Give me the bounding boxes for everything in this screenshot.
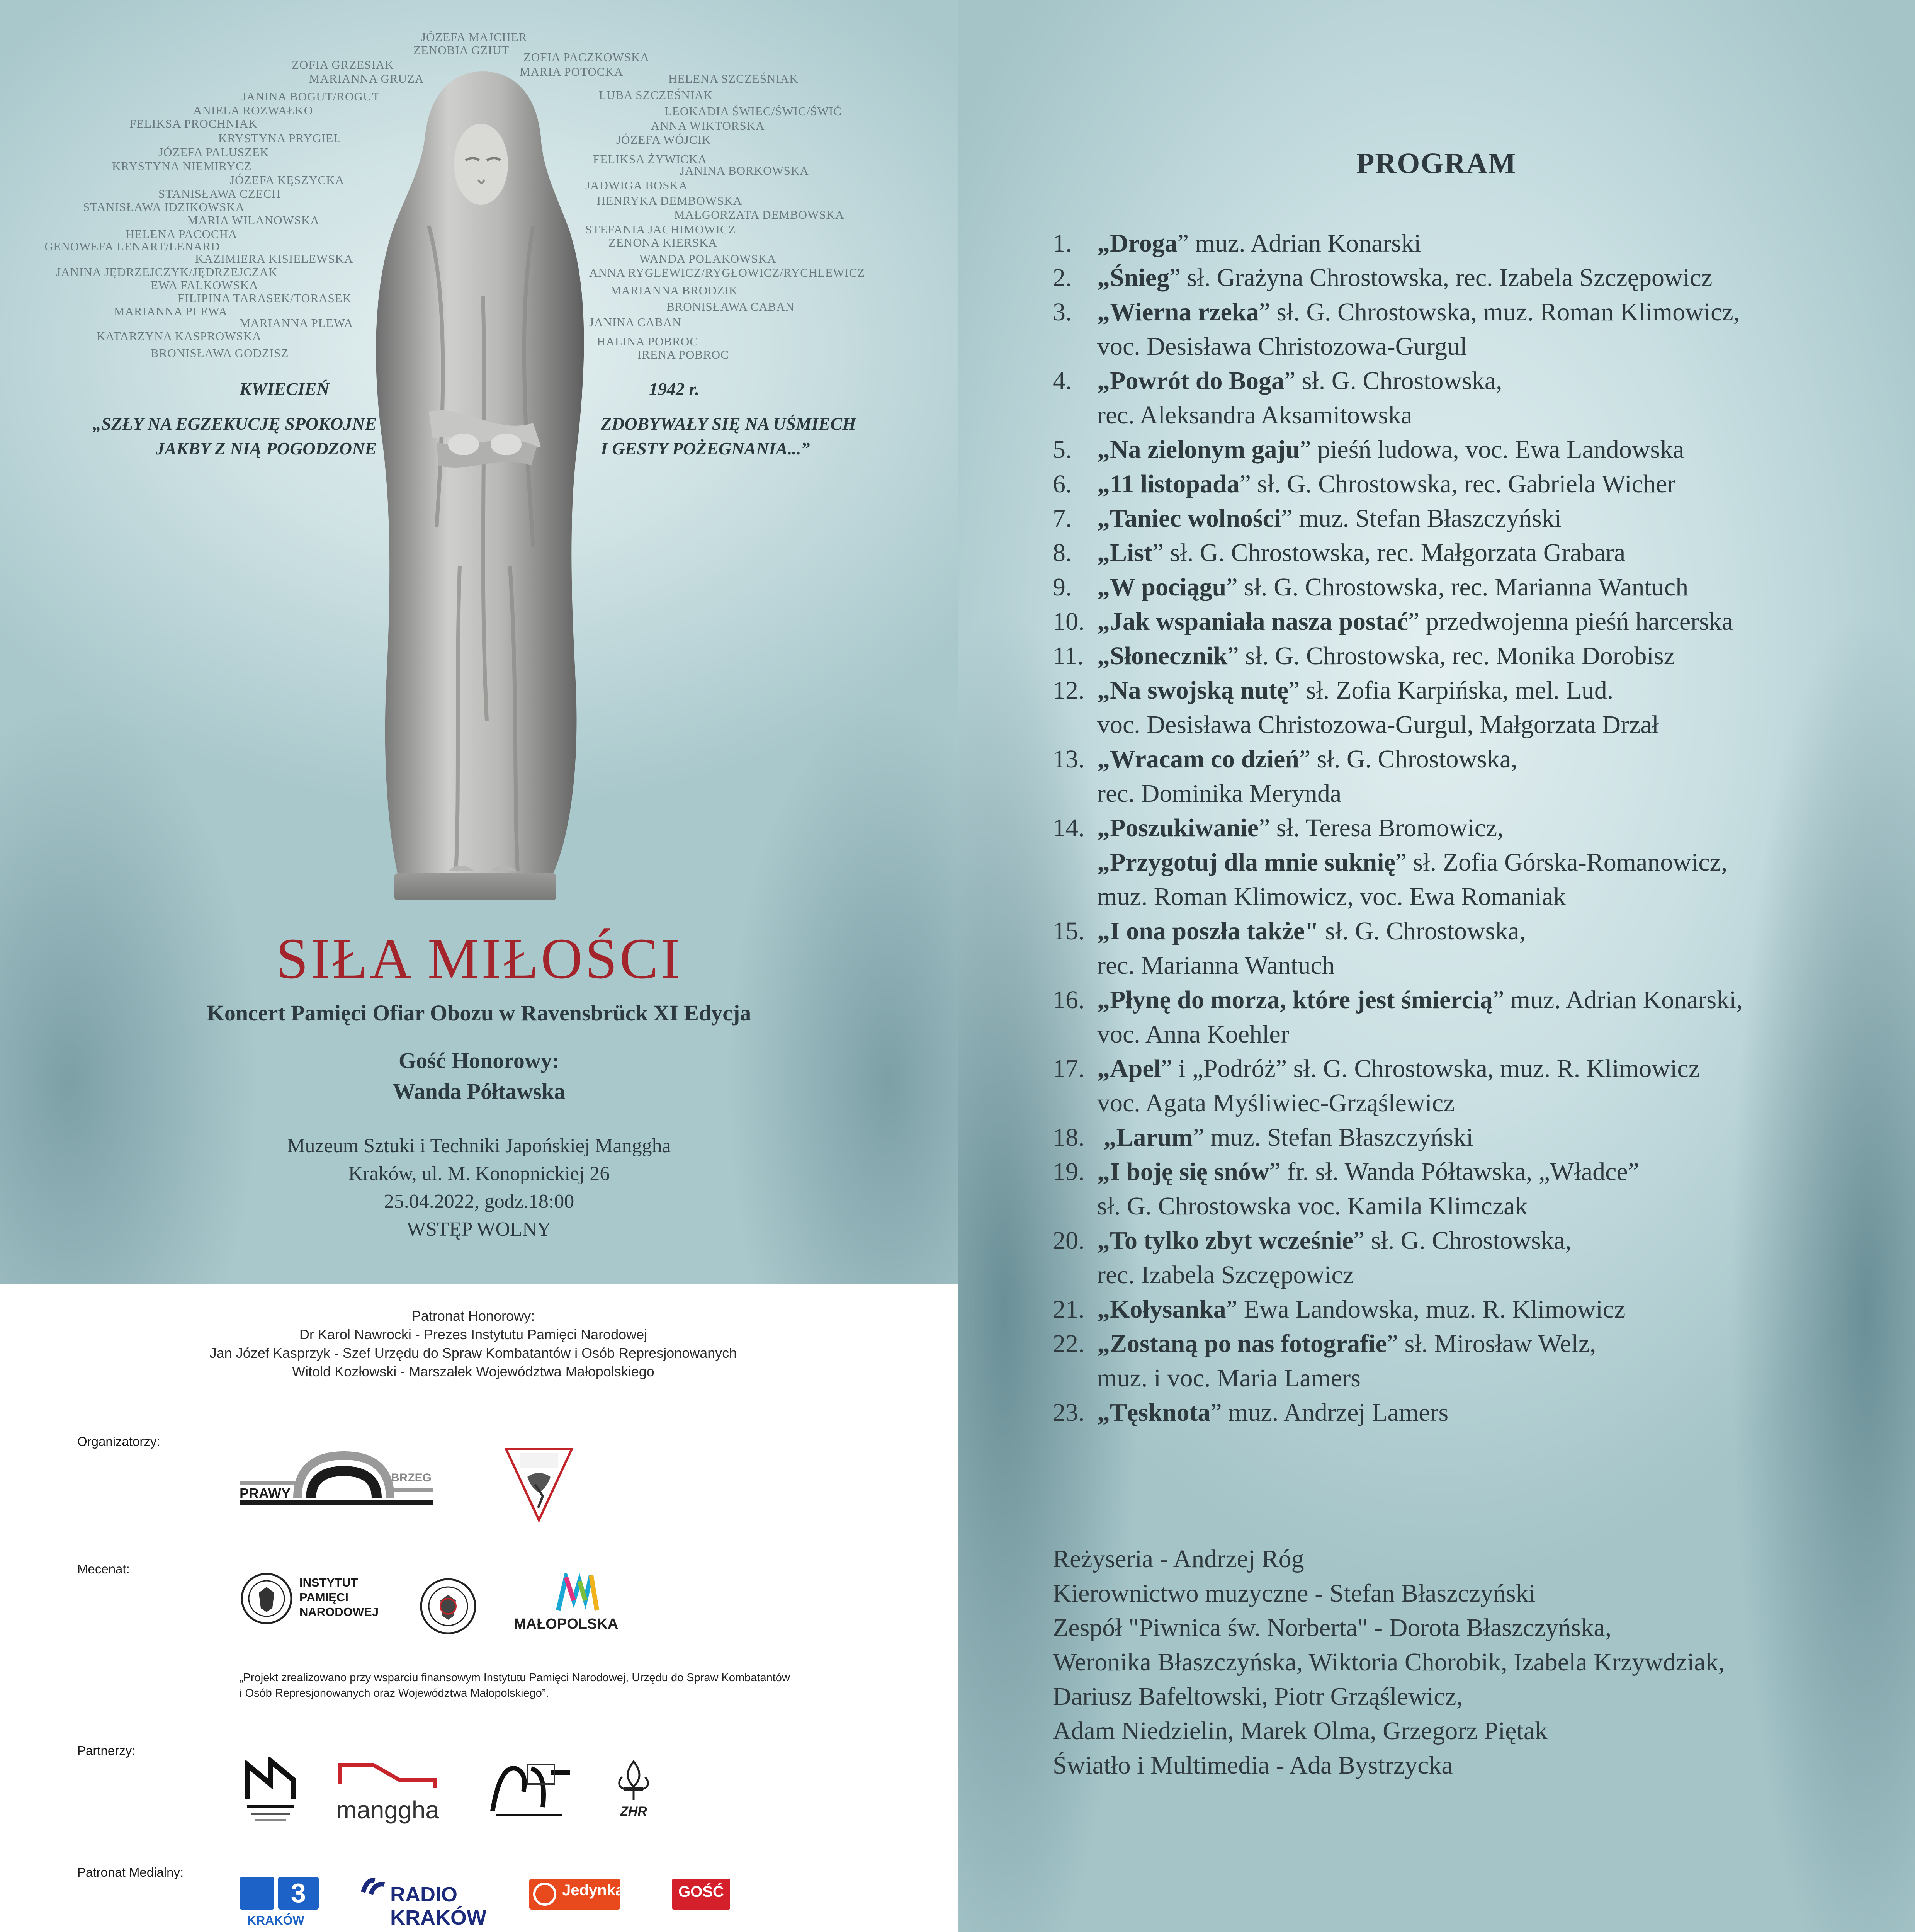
victim-name: ZENOBIA GZIUT <box>413 43 510 57</box>
ipn-line: INSTYTUT <box>299 1576 358 1589</box>
mecenat-label: Mecenat: <box>77 1562 130 1576</box>
venue-name: Muzeum Sztuki i Techniki Japońskiej Manggha <box>287 1135 671 1157</box>
victim-name: GENOWEFA LENART/LENARD <box>44 240 220 253</box>
credit-line: Dariusz Bafeltowski, Piotr Grząślewicz, <box>1053 1682 1463 1711</box>
sponsors-panel <box>0 1284 958 1932</box>
program-item-number: 16. <box>1053 986 1085 1014</box>
program-item-title: „Droga <box>1097 229 1178 257</box>
victim-name: EWA FALKOWSKA <box>151 278 258 292</box>
victim-name: ANNA WIKTORSKA <box>651 119 765 133</box>
program-item-credits: ” Ewa Landowska, muz. R. Klimowicz <box>1226 1295 1626 1323</box>
prawy-label: PRAWY <box>240 1485 291 1501</box>
victim-name: JÓZEFA WÓJCIK <box>616 133 711 146</box>
guest-name: Wanda Półtawska <box>393 1079 566 1104</box>
program-item <box>1053 1120 1743 1155</box>
tvp3-krakow-logo <box>240 1877 321 1931</box>
udskior-seal-icon <box>419 1577 477 1637</box>
program-item-title: „Śnieg <box>1097 264 1170 292</box>
program-item-credits: ” i „Podróż” sł. G. Chrostowska, muz. R. Klimowicz <box>1161 1054 1700 1083</box>
program-item <box>1053 914 1743 948</box>
program-item-credits: ” muz. Adrian Konarski, <box>1492 986 1743 1014</box>
program-item-continuation: voc. Anna Koehler <box>1097 1020 1289 1048</box>
program-item-number: 19. <box>1053 1158 1085 1186</box>
program-item-credits: ” muz. Adrian Konarski <box>1177 229 1421 257</box>
program-item <box>1053 226 1743 260</box>
program-item-number: 18. <box>1053 1123 1085 1151</box>
victim-name: MARIANNA PLEWA <box>114 304 228 318</box>
program-item-credits: ” muz. Stefan Błaszczyński <box>1193 1123 1473 1151</box>
program-item <box>1053 1051 1743 1086</box>
program-item-credits: ” sł. G. Chrostowska, <box>1353 1226 1572 1255</box>
program-item <box>1053 1155 1743 1189</box>
program-item-title: „W pociągu <box>1097 573 1227 601</box>
program-item-title: „Wierna rzeka <box>1097 298 1259 326</box>
program-item <box>1053 673 1743 707</box>
venue-address: Kraków, ul. M. Konopnickiej 26 <box>348 1163 610 1185</box>
program-item-credits: sł. G. Chrostowska, <box>1319 917 1526 945</box>
program-item <box>1053 983 1743 1017</box>
patron-line: Dr Karol Nawrocki - Prezes Instytutu Pamięci Narodowej <box>299 1327 647 1342</box>
program-item <box>1053 260 1743 295</box>
quote-left-line: „SZŁY NA EGZEKUCJĘ SPOKOJNE <box>92 414 377 434</box>
program-item-title: „Wracam co dzień <box>1097 745 1300 773</box>
program-item-continuation: rec. Marianna Wantuch <box>1097 951 1335 980</box>
victim-name: IRENA POBROC <box>637 348 729 361</box>
program-item <box>1053 811 1743 845</box>
program-item-credits: ” sł. Teresa Bromowicz, <box>1259 814 1504 842</box>
victim-name: MARIANNA BRODZIK <box>610 284 738 297</box>
credit-line: Zespół "Piwnica św. Norberta" - Dorota Błaszczyńska, <box>1053 1614 1612 1642</box>
victim-name: JÓZEFA PALUSZEK <box>158 145 269 159</box>
program-item <box>1053 1327 1743 1361</box>
quote-right-line: I GESTY POŻEGNANIA...” <box>601 439 810 458</box>
victim-name: KATARZYNA KASPROWSKA <box>97 329 262 343</box>
program-item-number: 9. <box>1053 573 1072 601</box>
tvp-city: KRAKÓW <box>247 1913 304 1927</box>
tvp-number: 3 <box>278 1877 319 1910</box>
program-item-number: 3. <box>1053 298 1072 326</box>
victim-name: BRONISŁAWA GODZISZ <box>151 346 289 360</box>
victim-name: LEOKADIA ŚWIEC/ŚWIC/ŚWIĆ <box>664 104 842 118</box>
program-item-title: „Na zielonym gaju <box>1097 435 1300 464</box>
program-item-number: 10. <box>1053 607 1085 636</box>
program-item-credits: ” sł. G. Chrostowska, rec. Małgorzata Grabara <box>1152 539 1626 567</box>
victim-name: ZENONA KIERSKA <box>608 236 717 249</box>
ipn-logo <box>240 1571 379 1629</box>
funding-note <box>240 1670 790 1701</box>
program-item-continuation: sł. G. Chrostowska voc. Kamila Klimczak <box>1097 1192 1528 1220</box>
credit-line: Weronika Błaszczyńska, Wiktoria Chorobik, Izabela Krzywdziak, <box>1053 1648 1725 1676</box>
victim-name: KAZIMIERA KISIELEWSKA <box>195 252 353 265</box>
program-item-title: „Tęsknota <box>1097 1398 1211 1427</box>
program-item-credits: ” przedwojenna pieśń harcerska <box>1408 607 1733 636</box>
patron-line: Jan Józef Kasprzyk - Szef Urzędu do Spraw Kombatantów i Osób Represjonowanych <box>209 1345 737 1361</box>
quote-left <box>48 412 377 461</box>
victim-name: KRYSTYNA NIEMIRYCZ <box>112 159 252 173</box>
victim-name: FELIKSA PROCHNIAK <box>129 117 258 130</box>
guest-label: Gość Honorowy: <box>398 1048 560 1073</box>
program-item-credits: ” sł. G. Chrostowska, <box>1284 367 1502 395</box>
program-item <box>1053 536 1743 570</box>
tvp-box-icon <box>240 1877 274 1910</box>
victim-name: WANDA POLAKOWSKA <box>639 252 777 265</box>
program-item-title: „I boję się snów <box>1097 1158 1269 1186</box>
patron-line: Witold Kozłowski - Marszałek Województwa Małopolskiego <box>292 1364 654 1379</box>
ipn-line: PAMIĘCI <box>299 1590 348 1604</box>
program-item-number: 21. <box>1053 1295 1085 1323</box>
quote-right <box>601 412 856 461</box>
program-item-title: „To tylko zbyt wcześnie <box>1097 1226 1354 1255</box>
program-item-number: 13. <box>1053 745 1085 773</box>
program-item-number: 17. <box>1053 1054 1085 1083</box>
victim-name: MAŁGORZATA DEMBOWSKA <box>674 208 845 221</box>
victim-name: ZOFIA PACZKOWSKA <box>523 50 649 64</box>
funding-note-line: „Projekt zrealizowano przy wsparciu finansowym Instytutu Pamięci Narodowej, Urzędu do Spraw Kombatantów <box>240 1672 790 1684</box>
program-item-credits: ” sł. Zofia Karpińska, mel. Lud. <box>1288 676 1614 704</box>
program-item <box>1053 604 1743 639</box>
victim-name: MARIANNA PLEWA <box>240 316 353 330</box>
program-item-number: 15. <box>1053 917 1085 945</box>
victim-name: STEFANIA JACHIMOWICZ <box>585 223 736 236</box>
program-item-title: „List <box>1097 539 1153 567</box>
program-item-number: 22. <box>1053 1330 1085 1358</box>
program-item-number: 1. <box>1053 229 1072 257</box>
program-item-credits: ” sł. Mirosław Welz, <box>1387 1330 1596 1358</box>
program-item-credits: ” sł. G. Chrostowska, muz. Roman Klimowicz, <box>1259 298 1740 326</box>
program-item-title: „Larum <box>1097 1123 1193 1151</box>
victim-name: JANINA BORKOWSKA <box>680 164 809 177</box>
victim-name: JADWIGA BOSKA <box>585 179 688 192</box>
program-item <box>1053 639 1743 673</box>
entry-info: WSTĘP WOLNY <box>406 1218 552 1240</box>
program-item-credits: ” sł. Grażyna Chrostowska, rec. Izabela Szczępowicz <box>1169 264 1713 292</box>
victim-name: LUBA SZCZEŚNIAK <box>599 88 713 102</box>
victim-name: JÓZEFA KĘSZYCKA <box>230 173 345 187</box>
program-item-continuation: voc. Desisława Christozowa-Gurgul <box>1097 332 1467 361</box>
program-item-title: „11 listopada <box>1097 470 1240 498</box>
organizers-label: Organizatorzy: <box>77 1434 160 1449</box>
program-panel <box>958 0 1915 1932</box>
program-item <box>1053 432 1743 467</box>
jedynka-label: Jedynka <box>562 1882 624 1899</box>
zhr-label: ZHR <box>620 1804 647 1819</box>
victim-name: MARIA POTOCKA <box>520 65 624 78</box>
program-item-continuation: rec. Dominika Merynda <box>1097 779 1342 808</box>
program-title: PROGRAM <box>1356 147 1517 180</box>
program-item-continuation: voc. Agata Myśliwiec-Grząślewicz <box>1097 1089 1455 1117</box>
manggha-logo <box>336 1757 444 1827</box>
honorary-patronage <box>0 1307 946 1381</box>
program-item-title: „Przygotuj dla mnie suknię <box>1097 848 1395 876</box>
martyrology-museum-logo <box>240 1757 301 1828</box>
program-item <box>1053 570 1743 604</box>
program-item-title: „Jak wspaniała nasza postać <box>1097 607 1408 636</box>
patronage-heading: Patronat Honorowy: <box>411 1308 535 1324</box>
program-item-credits: ” fr. sł. Wanda Półtawska, „Władce” <box>1269 1158 1639 1186</box>
program-item-number: 8. <box>1053 539 1072 567</box>
program-item-credits: ” pieśń ludowa, voc. Ewa Landowska <box>1300 435 1684 464</box>
statue-image <box>371 64 595 902</box>
program-item-number: 6. <box>1053 470 1072 498</box>
program-item-number: 4. <box>1053 367 1072 395</box>
program-item-title: „Poszukiwanie <box>1097 814 1259 842</box>
venue-info <box>0 1132 958 1243</box>
program-item-title: „Słonecznik <box>1097 642 1228 670</box>
program-item-title: „I ona poszła także" <box>1097 917 1319 945</box>
program-item-credits: ” sł. G. Chrostowska, rec. Marianna Wantuch <box>1226 573 1689 601</box>
program-item-title: „Powrót do Boga <box>1097 367 1284 395</box>
program-item-number: 5. <box>1053 435 1072 464</box>
program-item-number: 23. <box>1053 1398 1085 1427</box>
program-item-credits: ” sł. G. Chrostowska, rec. Gabriela Wicher <box>1239 470 1676 498</box>
radio-krakow-logo <box>361 1877 486 1932</box>
program-item-credits: ” sł. Zofia Górska-Romanowicz, <box>1395 848 1728 876</box>
prawy-brzeg-logo <box>240 1446 433 1508</box>
program-item-title: „Zostaną po nas fotografie <box>1097 1330 1387 1358</box>
credit-line: Światło i Multimedia - Ada Bystrzycka <box>1053 1751 1453 1779</box>
program-list <box>1053 226 1743 1430</box>
brzeg-label: BRZEG <box>391 1471 432 1484</box>
credit-line: Reżyseria - Andrzej Róg <box>1053 1545 1304 1573</box>
program-item-continuation: muz. i voc. Maria Lamers <box>1097 1364 1361 1392</box>
program-item-credits: ” sł. G. Chrostowska, <box>1299 745 1517 773</box>
jedynka-logo <box>529 1879 624 1910</box>
victim-name: ZOFIA GRZESIAK <box>292 58 394 71</box>
radio-line1: RADIO <box>390 1883 457 1906</box>
program-item <box>1053 1395 1743 1430</box>
media-label: Patronat Medialny: <box>77 1865 184 1879</box>
partners-label: Partnerzy: <box>77 1743 136 1758</box>
victim-name: JANINA BOGUT/ROGUT <box>241 90 380 103</box>
funding-note-line: i Osób Represjonowanych oraz Województwa Małopolskiego”. <box>240 1687 549 1699</box>
credit-line: Adam Niedzielin, Marek Olma, Grzegorz Piętak <box>1053 1717 1548 1745</box>
program-item-number: 2. <box>1053 264 1072 292</box>
quote-month: KWIECIEŃ <box>240 379 330 399</box>
program-item-title: „Płynę do morza, które jest śmiercią <box>1097 986 1493 1014</box>
program-item-title: „Na swojską nutę <box>1097 676 1289 704</box>
program-item-credits: ” sł. G. Chrostowska, rec. Monika Dorobisz <box>1227 642 1675 670</box>
program-item-number: 14. <box>1053 814 1085 842</box>
program-item-number: 12. <box>1053 676 1085 704</box>
ipn-text <box>299 1575 379 1619</box>
program-item <box>1053 742 1743 776</box>
program-item-title: „Kołysanka <box>1097 1295 1226 1323</box>
victim-name: HENRYKA DEMBOWSKA <box>597 194 743 207</box>
gosc-niedzielny-logo <box>672 1879 730 1910</box>
victim-name: MARIA WILANOWSKA <box>187 213 319 227</box>
victim-name: HALINA POBROC <box>597 335 698 348</box>
manggha-label: manggha <box>336 1796 439 1824</box>
victim-name: FILIPINA TARASEK/TORASEK <box>178 291 352 305</box>
malopolska-logo <box>514 1573 641 1635</box>
program-item-title: „Taniec wolności <box>1097 504 1281 532</box>
program-item-continuation: rec. Izabela Szczępowicz <box>1097 1261 1354 1289</box>
victim-name: ANIELA ROZWAŁKO <box>193 104 313 117</box>
malopolska-label: MAŁOPOLSKA <box>514 1616 619 1632</box>
piwnica-norberta-logo <box>485 1757 574 1821</box>
program-item-number: 7. <box>1053 504 1072 532</box>
event-title: SIŁA MIŁOŚCI <box>276 927 682 991</box>
credits <box>1053 1542 1725 1782</box>
victim-name: JANINA JĘDRZEJCZYK/JĘDRZEJCZAK <box>56 265 278 279</box>
program-item <box>1053 1292 1743 1327</box>
victim-name: JANINA CABAN <box>589 315 681 329</box>
quote-right-line: ZDOBYWAŁY SIĘ NA UŚMIECH <box>601 414 856 434</box>
victim-name: STANISŁAWA CZECH <box>158 187 281 201</box>
quote-year: 1942 r. <box>649 379 700 399</box>
program-item-title: „Apel <box>1097 1054 1161 1083</box>
radio-line2: KRAKÓW <box>390 1906 486 1929</box>
program-item <box>1053 845 1743 879</box>
program-item-number: 11. <box>1053 642 1084 670</box>
victim-name: HELENA PACOCHA <box>126 227 238 241</box>
program-item <box>1053 364 1743 398</box>
victim-name: MARIANNA GRUZA <box>309 72 424 85</box>
victim-name: ANNA RYGLEWICZ/RYGŁOWICZ/RYCHLEWICZ <box>589 266 865 279</box>
program-item-credits: ” muz. Andrzej Lamers <box>1210 1398 1449 1427</box>
zhr-logo <box>614 1760 653 1821</box>
gosc-label: GOŚĆ <box>678 1883 724 1900</box>
association-emblem-icon <box>504 1446 574 1525</box>
victim-name: HELENA SZCZEŚNIAK <box>668 72 799 85</box>
program-item <box>1053 295 1743 329</box>
event-subtitle: Koncert Pamięci Ofiar Obozu w Ravensbrück XI Edycja <box>207 1000 751 1026</box>
program-item-number: 20. <box>1053 1226 1085 1255</box>
program-item-continuation: rec. Aleksandra Aksamitowska <box>1097 401 1412 429</box>
victim-name: BRONISŁAWA CABAN <box>666 300 795 313</box>
victim-name: KRYSTYNA PRYGIEL <box>218 131 342 145</box>
poster-panel <box>0 0 958 1284</box>
ipn-line: NARODOWEJ <box>299 1605 379 1619</box>
program-item-continuation: muz. Roman Klimowicz, voc. Ewa Romaniak <box>1097 883 1566 911</box>
jedynka-circle-icon <box>533 1883 556 1906</box>
guest-of-honor <box>0 1045 958 1107</box>
program-item-credits: ” muz. Stefan Błaszczyński <box>1281 504 1562 532</box>
victim-name: STANISŁAWA IDZIKOWSKA <box>83 200 245 214</box>
quote-left-line: JAKBY Z NIĄ POGODZONE <box>155 439 377 458</box>
program-item <box>1053 1223 1743 1258</box>
program-item <box>1053 501 1743 536</box>
program-item-continuation: voc. Desisława Christozowa-Gurgul, Małgorzata Drzał <box>1097 711 1659 739</box>
victim-name: JÓZEFA MAJCHER <box>421 30 527 44</box>
credit-line: Kierownictwo muzyczne - Stefan Błaszczyński <box>1053 1579 1536 1607</box>
victim-name: FELIKSA ŻYWICKA <box>593 152 707 166</box>
event-datetime: 25.04.2022, godz.18:00 <box>384 1190 574 1213</box>
program-item <box>1053 467 1743 501</box>
